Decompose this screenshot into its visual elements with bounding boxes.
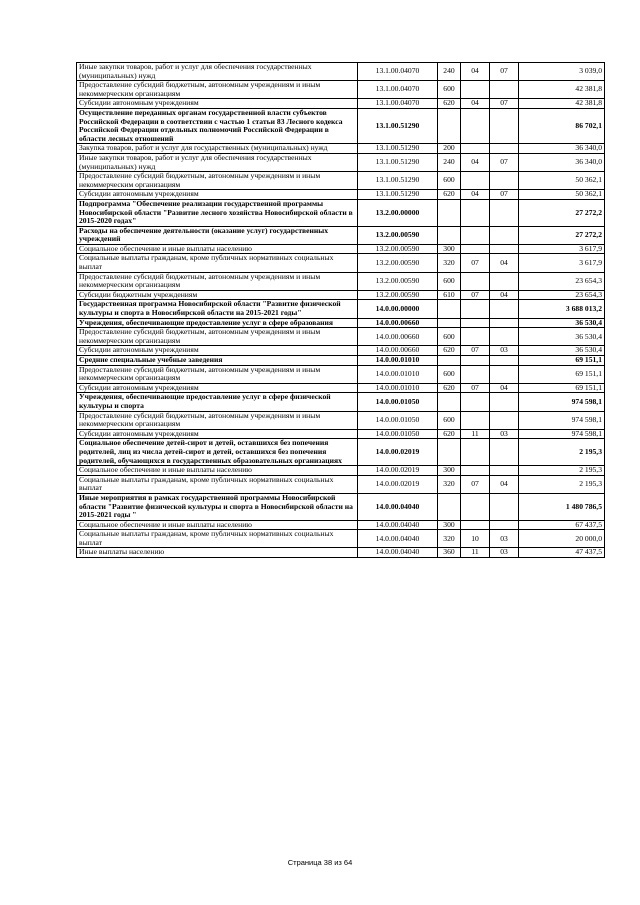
row-code: 13.2.00.00590 [358, 226, 438, 244]
row-name: Социальные выплаты гражданам, кроме публичных нормативных социальных выплат [77, 530, 358, 548]
page-footer: Страница 38 из 64 [287, 858, 353, 867]
table-row [77, 493, 605, 520]
table-row [77, 144, 605, 154]
table-row [77, 328, 605, 346]
row-code: 13.2.00.00590 [358, 290, 438, 300]
row-rz [461, 272, 490, 290]
table-row [77, 365, 605, 383]
row-vr [438, 393, 461, 411]
row-sum: 50 362,1 [519, 172, 605, 190]
row-vr: 320 [438, 530, 461, 548]
row-code: 13.1.00.51290 [358, 108, 438, 143]
row-rz [461, 356, 490, 366]
row-code: 13.1.00.04070 [358, 63, 438, 81]
row-pr: 03 [490, 346, 519, 356]
table-row [77, 99, 605, 109]
table-row [77, 356, 605, 366]
row-pr: 07 [490, 63, 519, 81]
row-pr [490, 226, 519, 244]
row-rz: 04 [461, 190, 490, 200]
row-rz: 11 [461, 429, 490, 439]
row-name: Государственная программа Новосибирской области "Развитие физической культуры и спорта в Новосибирской области на 2015-2021 годы" [77, 300, 358, 318]
row-name: Иные закупки товаров, работ и услуг для обеспечения государственных (муниципальных) нужд [77, 63, 358, 81]
row-rz [461, 493, 490, 520]
row-vr: 620 [438, 383, 461, 393]
table-row [77, 172, 605, 190]
row-code: 14.0.00.04040 [358, 520, 438, 530]
row-sum: 36 530,4 [519, 328, 605, 346]
budget-table [76, 62, 605, 558]
row-vr: 300 [438, 244, 461, 254]
row-vr: 620 [438, 429, 461, 439]
row-sum: 27 272,2 [519, 199, 605, 226]
row-code: 13.2.00.00000 [358, 199, 438, 226]
table-row [77, 108, 605, 143]
row-sum: 2 195,3 [519, 466, 605, 476]
row-name: Предоставление субсидий бюджетным, автономным учреждениям и иным некоммерческим организациям [77, 365, 358, 383]
row-vr [438, 226, 461, 244]
row-vr: 240 [438, 153, 461, 171]
row-name: Социальное обеспечение детей-сирот и детей, оставшихся без попечения родителей, лиц из числа детей-сирот и детей, оставшихся без попечения родителей, обучающихся в государственных образовательных организациях [77, 439, 358, 466]
row-vr: 610 [438, 290, 461, 300]
table-row [77, 272, 605, 290]
row-code: 14.0.00.00660 [358, 328, 438, 346]
table-row [77, 226, 605, 244]
row-pr [490, 81, 519, 99]
row-vr [438, 199, 461, 226]
row-vr [438, 300, 461, 318]
row-sum: 1 480 786,5 [519, 493, 605, 520]
row-code: 13.1.00.51290 [358, 172, 438, 190]
row-name: Иные мероприятия в рамках государственной программы Новосибирской области "Развитие физической культуры и спорта в Новосибирской области на 2015-2021 годы " [77, 493, 358, 520]
row-vr: 320 [438, 254, 461, 272]
row-sum: 42 381,8 [519, 99, 605, 109]
row-rz: 11 [461, 548, 490, 558]
row-code: 13.1.00.51290 [358, 144, 438, 154]
row-code: 13.2.00.00590 [358, 244, 438, 254]
row-rz: 07 [461, 346, 490, 356]
row-rz [461, 81, 490, 99]
row-pr [490, 439, 519, 466]
row-vr: 300 [438, 520, 461, 530]
row-name: Субсидии автономным учреждениям [77, 190, 358, 200]
row-sum: 23 654,3 [519, 290, 605, 300]
row-code: 13.1.00.51290 [358, 153, 438, 171]
row-name: Подпрограмма "Обеспечение реализации государственной программы Новосибирской области "Развитие лесного хозяйства Новосибирской области в 2015-2020 годах" [77, 199, 358, 226]
row-name: Субсидии автономным учреждениям [77, 346, 358, 356]
table-row [77, 548, 605, 558]
row-name: Предоставление субсидий бюджетным, автономным учреждениям и иным некоммерческим организациям [77, 328, 358, 346]
row-rz: 10 [461, 530, 490, 548]
row-pr: 03 [490, 548, 519, 558]
table-row [77, 346, 605, 356]
table-row [77, 383, 605, 393]
table-row [77, 429, 605, 439]
row-rz: 07 [461, 475, 490, 493]
row-pr: 04 [490, 290, 519, 300]
row-sum: 974 598,1 [519, 393, 605, 411]
row-vr: 600 [438, 365, 461, 383]
row-sum: 42 381,8 [519, 81, 605, 99]
row-pr [490, 172, 519, 190]
row-vr [438, 356, 461, 366]
row-sum: 36 340,0 [519, 144, 605, 154]
row-vr: 600 [438, 81, 461, 99]
table-row [77, 466, 605, 476]
row-name: Иные закупки товаров, работ и услуг для обеспечения государственных (муниципальных) нужд [77, 153, 358, 171]
row-pr [490, 318, 519, 328]
row-rz [461, 439, 490, 466]
row-pr [490, 365, 519, 383]
row-name: Осуществление переданных органам государственной власти субъектов Российской Федерации в соответствии с частью 1 статьи 83 Лесного кодекса Российской Федерации отдельных полномочий Российской Федерации в области лесных отношений [77, 108, 358, 143]
row-sum: 974 598,1 [519, 429, 605, 439]
row-pr: 07 [490, 99, 519, 109]
row-name: Социальное обеспечение и иные выплаты населению [77, 244, 358, 254]
row-name: Предоставление субсидий бюджетным, автономным учреждениям и иным некоммерческим организациям [77, 172, 358, 190]
row-name: Предоставление субсидий бюджетным, автономным учреждениям и иным некоммерческим организациям [77, 411, 358, 429]
row-pr: 03 [490, 429, 519, 439]
row-rz: 07 [461, 290, 490, 300]
row-name: Учреждения, обеспечивающие предоставление услуг в сфере физической культуры и спорта [77, 393, 358, 411]
row-pr: 07 [490, 153, 519, 171]
row-sum: 47 437,5 [519, 548, 605, 558]
table-row [77, 475, 605, 493]
row-name: Средние специальные учебные заведения [77, 356, 358, 366]
row-name: Субсидии бюджетным учреждениям [77, 290, 358, 300]
row-sum: 2 195,3 [519, 439, 605, 466]
row-vr: 620 [438, 190, 461, 200]
row-code: 14.0.00.02019 [358, 475, 438, 493]
row-sum: 20 000,0 [519, 530, 605, 548]
row-rz [461, 144, 490, 154]
row-sum: 36 340,0 [519, 153, 605, 171]
row-vr: 600 [438, 272, 461, 290]
row-code: 14.0.00.04040 [358, 530, 438, 548]
row-name: Социальное обеспечение и иные выплаты населению [77, 520, 358, 530]
row-rz [461, 199, 490, 226]
row-code: 14.0.00.01050 [358, 411, 438, 429]
table-row [77, 393, 605, 411]
table-row [77, 300, 605, 318]
row-rz [461, 300, 490, 318]
row-code: 14.0.00.00660 [358, 346, 438, 356]
table-row [77, 254, 605, 272]
row-code: 14.0.00.00000 [358, 300, 438, 318]
table-row [77, 318, 605, 328]
row-rz [461, 328, 490, 346]
row-sum: 3 617,9 [519, 244, 605, 254]
row-name: Предоставление субсидий бюджетным, автономным учреждениям и иным некоммерческим организациям [77, 81, 358, 99]
row-code: 14.0.00.01010 [358, 356, 438, 366]
row-code: 13.1.00.04070 [358, 81, 438, 99]
row-code: 14.0.00.01010 [358, 365, 438, 383]
row-rz: 04 [461, 99, 490, 109]
row-rz [461, 520, 490, 530]
row-name: Субсидии автономным учреждениям [77, 99, 358, 109]
row-code: 14.0.00.01050 [358, 393, 438, 411]
row-sum: 69 151,1 [519, 383, 605, 393]
budget-table-body [77, 63, 605, 558]
row-code: 13.1.00.51290 [358, 190, 438, 200]
row-rz [461, 226, 490, 244]
table-row [77, 439, 605, 466]
row-code: 14.0.00.01010 [358, 383, 438, 393]
row-code: 14.0.00.01050 [358, 429, 438, 439]
row-sum: 3 039,0 [519, 63, 605, 81]
table-row [77, 63, 605, 81]
row-sum: 67 437,5 [519, 520, 605, 530]
table-row [77, 153, 605, 171]
row-pr [490, 466, 519, 476]
row-code: 14.0.00.04040 [358, 548, 438, 558]
row-sum: 50 362,1 [519, 190, 605, 200]
row-rz [461, 393, 490, 411]
row-rz: 04 [461, 153, 490, 171]
row-sum: 86 702,1 [519, 108, 605, 143]
row-rz [461, 108, 490, 143]
row-vr: 600 [438, 328, 461, 346]
row-vr: 620 [438, 99, 461, 109]
row-vr: 360 [438, 548, 461, 558]
row-sum: 974 598,1 [519, 411, 605, 429]
row-name: Субсидии автономным учреждениям [77, 429, 358, 439]
row-vr: 300 [438, 466, 461, 476]
table-row [77, 81, 605, 99]
row-vr [438, 493, 461, 520]
row-pr: 04 [490, 383, 519, 393]
row-pr [490, 393, 519, 411]
table-row [77, 520, 605, 530]
row-rz: 07 [461, 254, 490, 272]
row-rz [461, 244, 490, 254]
row-pr [490, 328, 519, 346]
table-row [77, 244, 605, 254]
row-sum: 23 654,3 [519, 272, 605, 290]
row-sum: 69 151,1 [519, 356, 605, 366]
row-sum: 36 530,4 [519, 346, 605, 356]
row-code: 14.0.00.02019 [358, 466, 438, 476]
row-rz [461, 411, 490, 429]
row-pr [490, 108, 519, 143]
row-sum: 2 195,3 [519, 475, 605, 493]
row-pr [490, 356, 519, 366]
row-pr [490, 300, 519, 318]
row-rz [461, 172, 490, 190]
row-pr: 04 [490, 254, 519, 272]
row-sum: 27 272,2 [519, 226, 605, 244]
row-name: Социальное обеспечение и иные выплаты населению [77, 466, 358, 476]
row-code: 14.0.00.04040 [358, 493, 438, 520]
row-pr [490, 144, 519, 154]
row-name: Учреждения, обеспечивающие предоставление услуг в сфере образования [77, 318, 358, 328]
row-code: 13.1.00.04070 [358, 99, 438, 109]
row-pr [490, 411, 519, 429]
row-code: 13.2.00.00590 [358, 254, 438, 272]
row-pr [490, 520, 519, 530]
table-row [77, 190, 605, 200]
row-vr: 600 [438, 172, 461, 190]
row-code: 13.2.00.00590 [358, 272, 438, 290]
row-name: Иные выплаты населению [77, 548, 358, 558]
table-row [77, 290, 605, 300]
row-name: Субсидии автономным учреждениям [77, 383, 358, 393]
table-row [77, 411, 605, 429]
table-row [77, 530, 605, 548]
row-name: Закупка товаров, работ и услуг для государственных (муниципальных) нужд [77, 144, 358, 154]
row-vr: 200 [438, 144, 461, 154]
row-sum: 36 530,4 [519, 318, 605, 328]
row-sum: 3 688 013,2 [519, 300, 605, 318]
row-pr: 07 [490, 190, 519, 200]
row-rz [461, 318, 490, 328]
row-rz: 07 [461, 383, 490, 393]
row-name: Предоставление субсидий бюджетным, автономным учреждениям и иным некоммерческим организациям [77, 272, 358, 290]
row-vr: 620 [438, 346, 461, 356]
row-pr: 03 [490, 530, 519, 548]
table-row [77, 199, 605, 226]
row-vr [438, 108, 461, 143]
row-rz [461, 365, 490, 383]
row-rz: 04 [461, 63, 490, 81]
row-pr [490, 493, 519, 520]
row-sum: 3 617,9 [519, 254, 605, 272]
row-pr [490, 244, 519, 254]
row-vr [438, 318, 461, 328]
row-vr: 600 [438, 411, 461, 429]
row-code: 14.0.00.02019 [358, 439, 438, 466]
row-pr [490, 272, 519, 290]
row-pr [490, 199, 519, 226]
row-vr: 320 [438, 475, 461, 493]
row-pr: 04 [490, 475, 519, 493]
row-name: Расходы на обеспечение деятельности (оказание услуг) государственных учреждений [77, 226, 358, 244]
row-name: Социальные выплаты гражданам, кроме публичных нормативных социальных выплат [77, 254, 358, 272]
row-sum: 69 151,1 [519, 365, 605, 383]
row-rz [461, 466, 490, 476]
row-code: 14.0.00.00660 [358, 318, 438, 328]
row-name: Социальные выплаты гражданам, кроме публичных нормативных социальных выплат [77, 475, 358, 493]
row-vr [438, 439, 461, 466]
row-vr: 240 [438, 63, 461, 81]
